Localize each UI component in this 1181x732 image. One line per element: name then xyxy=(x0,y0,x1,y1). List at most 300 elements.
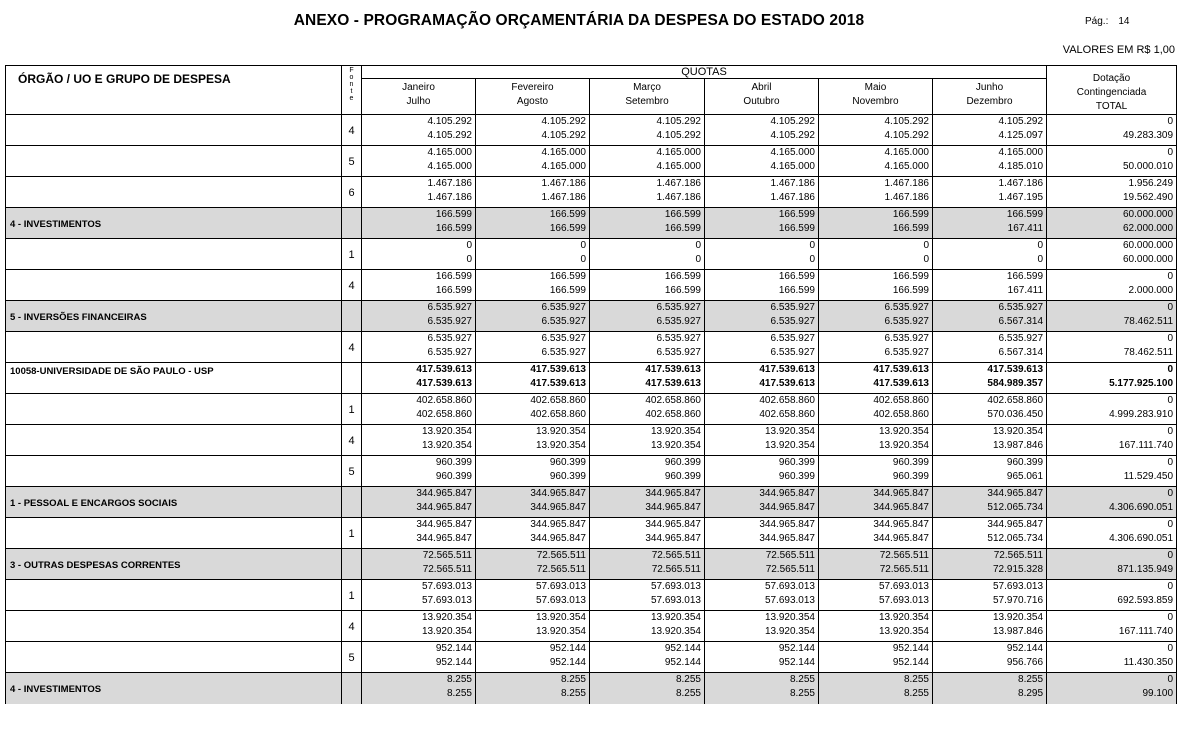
value-top: 0 xyxy=(1167,519,1174,530)
quota-cell xyxy=(590,270,705,301)
quota-cell xyxy=(933,394,1047,425)
expense-group-row xyxy=(6,208,1177,239)
value-bottom: 6.535.927 xyxy=(427,347,472,358)
value-top: 960.399 xyxy=(778,457,815,468)
quota-cell xyxy=(705,518,819,549)
dotacao-cell xyxy=(1047,239,1177,270)
quota-cell xyxy=(933,115,1047,146)
quota-cell xyxy=(590,580,705,611)
value-top: 8.255 xyxy=(560,674,586,685)
value-bottom: 417.539.613 xyxy=(645,378,701,389)
value-bottom: 72.565.511 xyxy=(651,564,701,575)
quota-cell xyxy=(362,518,476,549)
value-bottom: 166.599 xyxy=(664,223,701,234)
value-top: 8.255 xyxy=(789,674,815,685)
value-bottom: 13.920.354 xyxy=(878,626,929,637)
quota-cell xyxy=(819,487,933,518)
value-bottom: 13.920.354 xyxy=(764,626,815,637)
quota-cell xyxy=(590,208,705,239)
quota-cell xyxy=(933,177,1047,208)
value-top: 13.920.354 xyxy=(650,612,701,623)
value-bottom: 0 xyxy=(923,254,929,265)
value-top: 344.965.847 xyxy=(759,488,815,499)
quota-cell xyxy=(476,394,590,425)
quota-cell xyxy=(590,425,705,456)
value-top: 6.535.927 xyxy=(998,302,1044,313)
fonte-code xyxy=(342,363,362,394)
value-bottom: 0 xyxy=(466,254,472,265)
value-bottom: 1.467.195 xyxy=(998,192,1044,203)
value-bottom: 960.399 xyxy=(664,471,701,482)
month-name-first: Junho xyxy=(975,82,1004,94)
value-top: 13.920.354 xyxy=(878,426,929,437)
value-top: 13.920.354 xyxy=(535,426,586,437)
month-name-second: Dezembro xyxy=(966,96,1013,108)
fonte-vertical-label: F o n t e xyxy=(349,67,354,102)
quota-cell xyxy=(362,239,476,270)
value-bottom: 0 xyxy=(695,254,701,265)
value-top: 417.539.613 xyxy=(759,364,815,375)
quota-cell xyxy=(362,301,476,332)
quota-cell xyxy=(705,580,819,611)
page-number: 14 xyxy=(1118,16,1130,27)
quota-cell xyxy=(476,115,590,146)
quota-cell xyxy=(933,270,1047,301)
dotacao-cell xyxy=(1047,456,1177,487)
value-top: 960.399 xyxy=(892,457,929,468)
value-bottom: 1.467.186 xyxy=(770,192,815,203)
fonte-row xyxy=(6,580,1177,611)
quota-cell xyxy=(705,115,819,146)
value-bottom: 570.036.450 xyxy=(987,409,1044,420)
value-bottom: 402.658.860 xyxy=(530,409,586,420)
value-bottom: 960.399 xyxy=(435,471,472,482)
value-top: 6.535.927 xyxy=(770,333,815,344)
value-bottom: 402.658.860 xyxy=(645,409,701,420)
value-top: 4.165.000 xyxy=(656,147,701,158)
quota-cell xyxy=(933,332,1047,363)
value-top: 402.658.860 xyxy=(873,395,929,406)
value-top: 1.467.186 xyxy=(884,178,929,189)
value-bottom: 4.165.000 xyxy=(656,161,701,172)
value-bottom: 49.283.309 xyxy=(1122,130,1174,141)
value-bottom: 13.920.354 xyxy=(878,440,929,451)
value-top: 0 xyxy=(1167,395,1174,406)
value-bottom: 60.000.000 xyxy=(1122,254,1174,265)
value-bottom: 402.658.860 xyxy=(759,409,815,420)
fonte-row xyxy=(6,611,1177,642)
value-top: 1.956.249 xyxy=(1128,178,1174,189)
value-bottom: 166.599 xyxy=(892,285,929,296)
column-header-month xyxy=(933,79,1047,115)
quota-cell xyxy=(705,146,819,177)
dotacao-cell xyxy=(1047,518,1177,549)
value-top: 60.000.000 xyxy=(1122,209,1174,220)
value-bottom: 13.920.354 xyxy=(764,440,815,451)
value-top: 0 xyxy=(1167,302,1174,313)
quota-cell xyxy=(819,301,933,332)
value-bottom: 417.539.613 xyxy=(530,378,586,389)
value-top: 0 xyxy=(923,240,929,251)
value-bottom: 8.255 xyxy=(446,688,472,699)
value-top: 13.920.354 xyxy=(650,426,701,437)
fonte-row xyxy=(6,394,1177,425)
row-label-cell xyxy=(6,208,342,239)
quota-cell xyxy=(933,363,1047,394)
fonte-code: 6 xyxy=(342,177,362,208)
dotacao-cell xyxy=(1047,549,1177,580)
value-bottom: 0 xyxy=(809,254,815,265)
row-label-cell xyxy=(6,239,342,270)
quota-cell xyxy=(705,642,819,673)
value-top: 1.467.186 xyxy=(656,178,701,189)
row-label-cell xyxy=(6,363,342,394)
value-bottom: 952.144 xyxy=(892,657,929,668)
quota-cell xyxy=(362,642,476,673)
value-bottom: 344.965.847 xyxy=(759,533,815,544)
dotacao-line-1: Dotação xyxy=(1092,73,1131,84)
quota-cell xyxy=(590,487,705,518)
quota-cell xyxy=(705,270,819,301)
value-bottom: 956.766 xyxy=(1006,657,1044,668)
value-bottom: 11.430.350 xyxy=(1123,657,1174,668)
value-bottom: 4.165.000 xyxy=(884,161,929,172)
quota-cell xyxy=(590,456,705,487)
row-label-cell xyxy=(6,456,342,487)
expense-group-row xyxy=(6,673,1177,704)
dotacao-cell xyxy=(1047,580,1177,611)
value-top: 344.965.847 xyxy=(873,519,929,530)
value-bottom: 19.562.490 xyxy=(1122,192,1174,203)
value-top: 166.599 xyxy=(549,271,586,282)
quota-cell xyxy=(590,332,705,363)
value-top: 72.565.511 xyxy=(651,550,701,561)
value-bottom: 4.306.690.051 xyxy=(1109,533,1174,544)
quota-cell xyxy=(819,425,933,456)
value-top: 6.535.927 xyxy=(656,333,701,344)
quota-cell xyxy=(705,239,819,270)
quota-cell xyxy=(705,611,819,642)
value-bottom: 167.411 xyxy=(1007,223,1044,234)
dotacao-cell xyxy=(1047,208,1177,239)
value-bottom: 6.535.927 xyxy=(884,316,929,327)
row-label-cell xyxy=(6,177,342,208)
row-label-cell xyxy=(6,580,342,611)
value-bottom: 5.177.925.100 xyxy=(1109,378,1174,389)
quota-cell xyxy=(819,673,933,704)
expense-group-row xyxy=(6,301,1177,332)
value-top: 166.599 xyxy=(778,271,815,282)
quota-cell xyxy=(362,177,476,208)
column-header-month xyxy=(819,79,933,115)
quota-cell xyxy=(476,425,590,456)
value-bottom: 166.599 xyxy=(664,285,701,296)
value-bottom: 13.920.354 xyxy=(650,440,701,451)
value-bottom: 6.535.927 xyxy=(541,347,586,358)
dotacao-line-3: TOTAL xyxy=(1095,101,1128,112)
value-bottom: 960.399 xyxy=(892,471,929,482)
fonte-code: 4 xyxy=(342,332,362,363)
row-label-cell xyxy=(6,270,342,301)
column-header-fonte xyxy=(342,66,362,115)
value-top: 4.105.292 xyxy=(656,116,701,127)
value-top: 0 xyxy=(1167,457,1174,468)
value-top: 0 xyxy=(1167,581,1174,592)
quota-cell xyxy=(476,208,590,239)
quota-cell xyxy=(590,642,705,673)
page-label: Pág.: xyxy=(1085,16,1109,27)
value-bottom: 166.599 xyxy=(778,285,815,296)
value-top: 13.920.354 xyxy=(878,612,929,623)
row-label-cell xyxy=(6,301,342,332)
value-bottom: 11.529.450 xyxy=(1123,471,1174,482)
value-bottom: 402.658.860 xyxy=(873,409,929,420)
value-bottom: 166.599 xyxy=(778,223,815,234)
value-bottom: 6.535.927 xyxy=(541,316,586,327)
value-top: 4.105.292 xyxy=(998,116,1044,127)
value-bottom: 344.965.847 xyxy=(416,502,472,513)
quota-cell xyxy=(933,611,1047,642)
value-top: 72.565.511 xyxy=(993,550,1044,561)
fonte-code: 1 xyxy=(342,394,362,425)
column-header-month xyxy=(362,79,476,115)
value-bottom: 344.965.847 xyxy=(759,502,815,513)
value-top: 6.535.927 xyxy=(884,302,929,313)
dotacao-line-2: Contingenciada xyxy=(1076,87,1147,98)
quota-cell xyxy=(590,673,705,704)
value-bottom: 4.105.292 xyxy=(541,130,586,141)
row-label-cell xyxy=(6,115,342,146)
value-bottom: 166.599 xyxy=(435,285,472,296)
quota-cell xyxy=(476,549,590,580)
quota-cell xyxy=(705,363,819,394)
value-bottom: 78.462.511 xyxy=(1123,347,1174,358)
dotacao-cell xyxy=(1047,394,1177,425)
value-bottom: 402.658.860 xyxy=(416,409,472,420)
quota-cell xyxy=(362,611,476,642)
value-top: 60.000.000 xyxy=(1122,240,1174,251)
value-top: 166.599 xyxy=(664,209,701,220)
value-top: 6.535.927 xyxy=(884,333,929,344)
value-bottom: 6.535.927 xyxy=(656,347,701,358)
row-label: 4 - INVESTIMENTOS xyxy=(10,684,102,695)
quota-cell xyxy=(705,332,819,363)
value-bottom: 1.467.186 xyxy=(427,192,472,203)
value-top: 57.693.013 xyxy=(992,581,1044,592)
quota-cell xyxy=(476,146,590,177)
fonte-code: 1 xyxy=(342,580,362,611)
value-top: 6.535.927 xyxy=(656,302,701,313)
quota-cell xyxy=(590,177,705,208)
value-top: 402.658.860 xyxy=(759,395,815,406)
column-header-org: ÓRGÃO / UO E GRUPO DE DESPESA xyxy=(6,66,342,115)
value-top: 952.144 xyxy=(549,643,586,654)
value-bottom: 57.693.013 xyxy=(764,595,815,606)
quota-cell xyxy=(362,363,476,394)
quota-cell xyxy=(933,146,1047,177)
dotacao-cell xyxy=(1047,425,1177,456)
quota-cell xyxy=(819,177,933,208)
quota-cell xyxy=(705,425,819,456)
month-name-second: Julho xyxy=(406,96,431,108)
value-top: 4.165.000 xyxy=(427,147,472,158)
value-top: 0 xyxy=(1167,550,1174,561)
quota-cell xyxy=(933,487,1047,518)
column-header-quotas: QUOTAS xyxy=(362,66,1047,79)
value-top: 57.693.013 xyxy=(650,581,701,592)
value-bottom: 952.144 xyxy=(435,657,472,668)
fonte-code: 5 xyxy=(342,146,362,177)
quota-cell xyxy=(476,580,590,611)
value-top: 952.144 xyxy=(664,643,701,654)
value-top: 344.965.847 xyxy=(873,488,929,499)
value-bottom: 871.135.949 xyxy=(1117,564,1174,575)
value-top: 13.920.354 xyxy=(421,426,472,437)
value-bottom: 584.989.357 xyxy=(987,378,1044,389)
value-top: 344.965.847 xyxy=(987,488,1044,499)
month-name-first: Março xyxy=(633,82,661,94)
column-header-month xyxy=(590,79,705,115)
value-bottom: 960.399 xyxy=(778,471,815,482)
value-top: 6.535.927 xyxy=(770,302,815,313)
quota-cell xyxy=(476,177,590,208)
row-label-cell xyxy=(6,673,342,704)
value-top: 57.693.013 xyxy=(764,581,815,592)
quota-cell xyxy=(362,487,476,518)
fonte-code xyxy=(342,673,362,704)
quota-cell xyxy=(819,146,933,177)
value-top: 72.565.511 xyxy=(879,550,929,561)
value-top: 960.399 xyxy=(435,457,472,468)
quota-cell xyxy=(590,549,705,580)
value-top: 72.565.511 xyxy=(422,550,472,561)
value-bottom: 417.539.613 xyxy=(759,378,815,389)
fonte-row xyxy=(6,115,1177,146)
value-top: 4.105.292 xyxy=(884,116,929,127)
month-name-first: Abril xyxy=(751,82,772,94)
expense-group-row xyxy=(6,549,1177,580)
value-bottom: 1.467.186 xyxy=(541,192,586,203)
month-name-first: Maio xyxy=(864,82,887,94)
value-bottom: 167.411 xyxy=(1007,285,1044,296)
value-bottom: 512.065.734 xyxy=(987,502,1044,513)
dotacao-cell xyxy=(1047,363,1177,394)
value-top: 166.599 xyxy=(549,209,586,220)
quota-cell xyxy=(933,456,1047,487)
quota-cell xyxy=(705,456,819,487)
quota-cell xyxy=(819,549,933,580)
value-top: 0 xyxy=(1167,488,1174,499)
value-bottom: 6.535.927 xyxy=(770,316,815,327)
value-bottom: 8.295 xyxy=(1018,688,1044,699)
value-top: 952.144 xyxy=(435,643,472,654)
quota-cell xyxy=(590,611,705,642)
quota-cell xyxy=(819,363,933,394)
quota-cell xyxy=(819,394,933,425)
fonte-code: 4 xyxy=(342,115,362,146)
value-top: 344.965.847 xyxy=(530,519,586,530)
month-name-second: Outubro xyxy=(743,96,780,108)
value-bottom: 167.111.740 xyxy=(1118,626,1174,637)
value-top: 0 xyxy=(1167,116,1174,127)
value-bottom: 692.593.859 xyxy=(1117,595,1174,606)
value-top: 402.658.860 xyxy=(416,395,472,406)
row-label-cell xyxy=(6,394,342,425)
quota-cell xyxy=(476,363,590,394)
value-top: 166.599 xyxy=(435,209,472,220)
value-top: 4.165.000 xyxy=(998,147,1044,158)
quota-cell xyxy=(705,487,819,518)
quota-cell xyxy=(362,270,476,301)
fonte-code: 4 xyxy=(342,425,362,456)
quota-cell xyxy=(933,642,1047,673)
fonte-row xyxy=(6,518,1177,549)
value-bottom: 78.462.511 xyxy=(1123,316,1174,327)
quota-cell xyxy=(819,332,933,363)
value-top: 166.599 xyxy=(892,271,929,282)
column-header-month xyxy=(705,79,819,115)
currency-note: VALORES EM R$ 1,00 xyxy=(1062,44,1175,56)
value-bottom: 8.255 xyxy=(789,688,815,699)
value-top: 960.399 xyxy=(549,457,586,468)
value-bottom: 62.000.000 xyxy=(1122,223,1174,234)
quota-cell xyxy=(933,673,1047,704)
value-bottom: 6.535.927 xyxy=(770,347,815,358)
quota-cell xyxy=(819,208,933,239)
quota-cell xyxy=(819,115,933,146)
value-bottom: 344.965.847 xyxy=(873,502,929,513)
value-top: 57.693.013 xyxy=(421,581,472,592)
value-top: 6.535.927 xyxy=(427,302,472,313)
quota-cell xyxy=(819,642,933,673)
value-top: 6.535.927 xyxy=(427,333,472,344)
value-bottom: 6.535.927 xyxy=(656,316,701,327)
value-top: 6.535.927 xyxy=(541,333,586,344)
value-bottom: 13.920.354 xyxy=(535,626,586,637)
value-top: 4.105.292 xyxy=(427,116,472,127)
fonte-code xyxy=(342,487,362,518)
value-top: 1.467.186 xyxy=(541,178,586,189)
quota-cell xyxy=(819,270,933,301)
value-top: 344.965.847 xyxy=(987,519,1044,530)
value-bottom: 4.999.283.910 xyxy=(1109,409,1174,420)
dotacao-cell xyxy=(1047,487,1177,518)
quota-cell xyxy=(933,580,1047,611)
quota-cell xyxy=(362,580,476,611)
value-bottom: 960.399 xyxy=(549,471,586,482)
value-top: 4.105.292 xyxy=(541,116,586,127)
value-top: 57.693.013 xyxy=(535,581,586,592)
quota-cell xyxy=(476,642,590,673)
column-header-dotacao xyxy=(1047,66,1177,115)
quota-cell xyxy=(362,332,476,363)
fonte-row xyxy=(6,270,1177,301)
quota-cell xyxy=(705,549,819,580)
quota-cell xyxy=(933,301,1047,332)
fonte-code xyxy=(342,549,362,580)
value-top: 166.599 xyxy=(664,271,701,282)
quota-cell xyxy=(362,549,476,580)
value-bottom: 13.920.354 xyxy=(421,626,472,637)
org-row xyxy=(6,363,1177,394)
table-header xyxy=(6,66,1177,115)
value-top: 960.399 xyxy=(1006,457,1044,468)
value-top: 4.105.292 xyxy=(770,116,815,127)
value-top: 417.539.613 xyxy=(873,364,929,375)
value-top: 0 xyxy=(1167,271,1174,282)
value-top: 1.467.186 xyxy=(998,178,1044,189)
dotacao-cell xyxy=(1047,115,1177,146)
